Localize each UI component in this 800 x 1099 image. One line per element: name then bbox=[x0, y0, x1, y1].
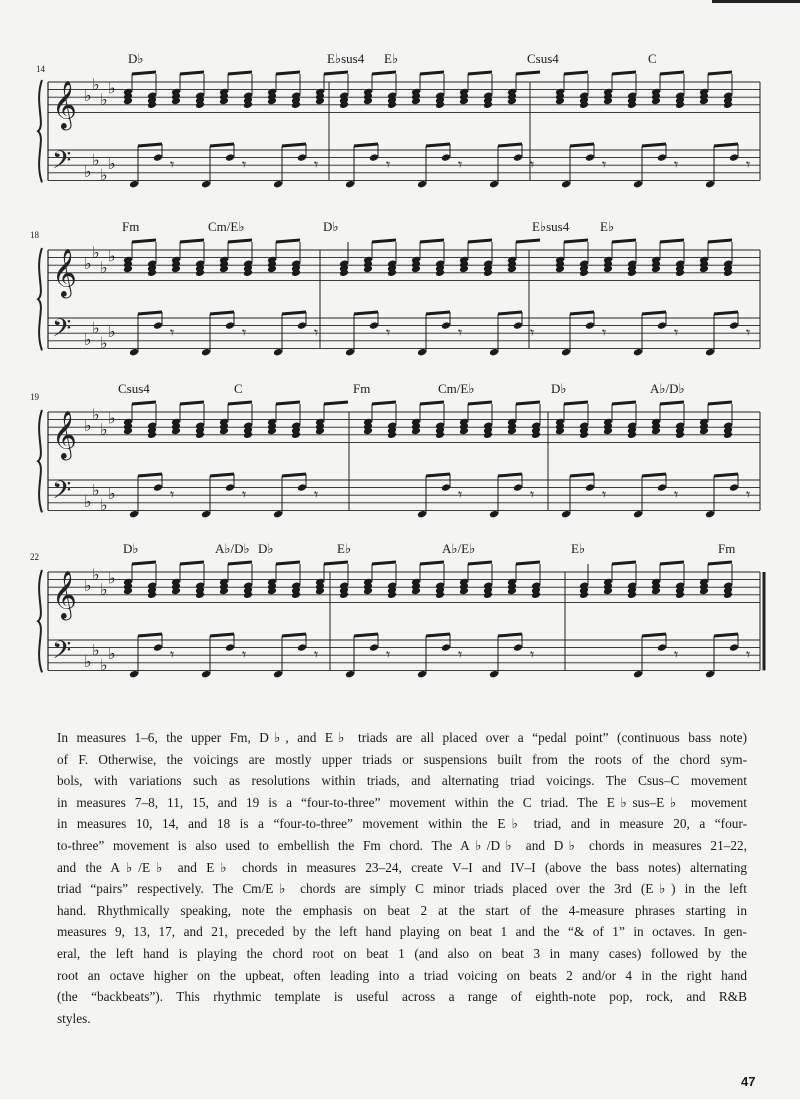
flat-sign: ♭ bbox=[84, 491, 92, 511]
rest: 𝄾 bbox=[242, 154, 247, 174]
brace bbox=[38, 80, 42, 182]
rest: 𝄾 bbox=[314, 644, 319, 664]
beam bbox=[642, 634, 666, 636]
beam bbox=[660, 72, 684, 74]
flat-sign: ♭ bbox=[92, 242, 100, 262]
rest: 𝄾 bbox=[314, 154, 319, 174]
beam bbox=[564, 72, 588, 74]
beam bbox=[354, 312, 378, 314]
beam bbox=[138, 634, 162, 636]
page-top-rule bbox=[712, 0, 800, 3]
brace bbox=[38, 410, 42, 512]
text-line: in measures 7–8, 11, 15, and 19 is a “four-to-three” movement within the C triad. The E♭sus–E♭ movement bbox=[57, 794, 747, 810]
measure-number: 19 bbox=[30, 392, 39, 402]
chord-symbol: E♭ bbox=[571, 541, 586, 556]
beam bbox=[276, 562, 300, 564]
music-system-2 bbox=[0, 218, 800, 368]
beam bbox=[468, 240, 492, 242]
beam bbox=[612, 402, 636, 404]
beam bbox=[498, 144, 522, 146]
bass-clef: 𝄢 bbox=[52, 475, 72, 511]
beam bbox=[642, 474, 666, 476]
flat-sign: ♭ bbox=[100, 90, 108, 109]
beam bbox=[708, 562, 732, 564]
flat-sign: ♭ bbox=[84, 416, 92, 436]
text-line: triad “pairs” respectively. The Cm/E♭ chords are simply C minor triads placed over the 3rd (E♭) in the left bbox=[57, 881, 747, 897]
beam bbox=[420, 240, 444, 242]
beam bbox=[324, 562, 348, 564]
beam bbox=[228, 240, 252, 242]
beam bbox=[180, 402, 204, 404]
beam bbox=[324, 402, 348, 404]
beam bbox=[372, 402, 396, 404]
flat-sign: ♭ bbox=[92, 480, 100, 500]
grand-staff bbox=[0, 50, 800, 200]
flat-sign: ♭ bbox=[84, 254, 92, 274]
bass-clef: 𝄢 bbox=[52, 145, 72, 181]
text-line: eral, the left hand is playing the chord root on beat 1 (and also on beat 3 in many cases) followed by the bbox=[57, 945, 747, 961]
rest: 𝄾 bbox=[746, 484, 751, 504]
beam bbox=[228, 72, 252, 74]
beam bbox=[282, 634, 306, 636]
page-number: 47 bbox=[741, 1074, 756, 1089]
treble-clef: 𝄞 bbox=[52, 569, 77, 619]
beam bbox=[426, 474, 450, 476]
text-line: hand. Rhythmically speaking, note the emphasis on beat 2 at the start of the 4-measure phrases starting in bbox=[57, 902, 747, 918]
beam bbox=[282, 144, 306, 146]
music-system-4 bbox=[0, 540, 800, 700]
beam bbox=[714, 474, 738, 476]
flat-sign: ♭ bbox=[100, 580, 108, 599]
flat-sign: ♭ bbox=[92, 404, 100, 424]
rest: 𝄾 bbox=[602, 484, 607, 504]
beam bbox=[372, 562, 396, 564]
beam bbox=[276, 240, 300, 242]
beam bbox=[276, 402, 300, 404]
music-system-3 bbox=[0, 380, 800, 530]
flat-sign: ♭ bbox=[108, 322, 116, 342]
rest: 𝄾 bbox=[674, 322, 679, 342]
rest: 𝄾 bbox=[458, 644, 463, 664]
treble-clef: 𝄞 bbox=[52, 409, 77, 459]
beam bbox=[714, 312, 738, 314]
flat-sign: ♭ bbox=[92, 318, 100, 338]
explanatory-text bbox=[57, 727, 747, 1029]
beam bbox=[468, 562, 492, 564]
chord-symbol: E♭ bbox=[384, 51, 399, 66]
flat-sign: ♭ bbox=[100, 333, 108, 353]
rest: 𝄾 bbox=[458, 154, 463, 174]
rest: 𝄾 bbox=[170, 484, 175, 504]
beam bbox=[228, 402, 252, 404]
measure-number: 18 bbox=[30, 230, 39, 240]
beam bbox=[426, 144, 450, 146]
beam bbox=[714, 144, 738, 146]
beam bbox=[570, 312, 594, 314]
chord-symbol: A♭/E♭ bbox=[442, 541, 476, 556]
rest: 𝄾 bbox=[386, 154, 391, 174]
bass-clef: 𝄢 bbox=[52, 313, 72, 349]
grand-staff bbox=[0, 380, 800, 530]
chord-symbol: E♭sus4 bbox=[532, 219, 570, 234]
beam bbox=[642, 144, 666, 146]
flat-sign: ♭ bbox=[84, 161, 92, 181]
beam bbox=[420, 72, 444, 74]
chord-symbol: D♭ bbox=[323, 219, 339, 234]
flat-sign: ♭ bbox=[108, 484, 116, 504]
rest: 𝄾 bbox=[530, 322, 535, 342]
beam bbox=[426, 312, 450, 314]
treble-clef: 𝄞 bbox=[52, 247, 77, 297]
beam bbox=[180, 240, 204, 242]
text-line: and the A♭/E♭ and E♭ chords in measures 23–24, create V–I and IV–I (above the bass notes) alternating bbox=[57, 859, 747, 875]
beam bbox=[282, 312, 306, 314]
beam bbox=[516, 72, 540, 74]
chord-symbol: Fm bbox=[122, 219, 140, 234]
measure-number: 22 bbox=[30, 552, 39, 562]
chord-symbol: Cm/E♭ bbox=[438, 381, 475, 396]
beam bbox=[138, 312, 162, 314]
chord-symbol: D♭ bbox=[551, 381, 567, 396]
rest: 𝄾 bbox=[746, 322, 751, 342]
flat-sign: ♭ bbox=[100, 258, 108, 277]
rest: 𝄾 bbox=[530, 154, 535, 174]
beam bbox=[210, 144, 234, 146]
rest: 𝄾 bbox=[746, 154, 751, 174]
beam bbox=[498, 474, 522, 476]
beam bbox=[228, 562, 252, 564]
beam bbox=[138, 474, 162, 476]
text-line: of F. Otherwise, the voicings are mostly upper triads or suspensions built from the roots of the chord sym- bbox=[57, 751, 747, 767]
beam bbox=[612, 240, 636, 242]
beam bbox=[372, 72, 396, 74]
chord-symbol: D♭ bbox=[123, 541, 139, 556]
beam bbox=[372, 240, 396, 242]
bass-clef: 𝄢 bbox=[52, 635, 72, 671]
flat-sign: ♭ bbox=[84, 651, 92, 671]
rest: 𝄾 bbox=[170, 644, 175, 664]
beam bbox=[612, 72, 636, 74]
text-line: (the “backbeats”). This rhythmic template is useful across a range of eighth-note pop, rock, and R&B bbox=[57, 989, 747, 1005]
rest: 𝄾 bbox=[170, 154, 175, 174]
text-line: In measures 1–6, the upper Fm, D♭, and E♭ triads are all placed over a “pedal point” (continuous bass note) bbox=[57, 730, 747, 745]
beam bbox=[132, 240, 156, 242]
flat-sign: ♭ bbox=[84, 329, 92, 349]
rest: 𝄾 bbox=[674, 484, 679, 504]
chord-symbol: D♭ bbox=[128, 51, 144, 66]
beam bbox=[498, 312, 522, 314]
rest: 𝄾 bbox=[674, 644, 679, 664]
flat-sign: ♭ bbox=[100, 495, 108, 515]
beam bbox=[570, 474, 594, 476]
rest: 𝄾 bbox=[530, 644, 535, 664]
rest: 𝄾 bbox=[242, 322, 247, 342]
rest: 𝄾 bbox=[674, 154, 679, 174]
flat-sign: ♭ bbox=[84, 86, 92, 106]
beam bbox=[660, 402, 684, 404]
grand-staff bbox=[0, 218, 800, 368]
flat-sign: ♭ bbox=[92, 74, 100, 94]
beam bbox=[564, 402, 588, 404]
rest: 𝄾 bbox=[602, 154, 607, 174]
measure-number: 14 bbox=[36, 64, 45, 74]
flat-sign: ♭ bbox=[92, 150, 100, 170]
beam bbox=[210, 312, 234, 314]
chord-symbol: A♭/D♭ bbox=[215, 541, 250, 556]
beam bbox=[468, 72, 492, 74]
beam bbox=[210, 634, 234, 636]
beam bbox=[564, 240, 588, 242]
beam bbox=[324, 72, 348, 74]
flat-sign: ♭ bbox=[100, 420, 108, 439]
rest: 𝄾 bbox=[458, 484, 463, 504]
rest: 𝄾 bbox=[602, 322, 607, 342]
beam bbox=[354, 144, 378, 146]
rest: 𝄾 bbox=[314, 322, 319, 342]
beam bbox=[516, 562, 540, 564]
flat-sign: ♭ bbox=[108, 408, 116, 428]
chord-symbol: E♭ bbox=[337, 541, 352, 556]
flat-sign: ♭ bbox=[108, 78, 116, 98]
beam bbox=[132, 562, 156, 564]
beam bbox=[708, 402, 732, 404]
rest: 𝄾 bbox=[746, 644, 751, 664]
beam bbox=[714, 634, 738, 636]
beam bbox=[498, 634, 522, 636]
brace bbox=[38, 570, 42, 672]
beam bbox=[660, 562, 684, 564]
beam bbox=[708, 240, 732, 242]
chord-symbol: Csus4 bbox=[527, 51, 559, 66]
beam bbox=[660, 240, 684, 242]
rest: 𝄾 bbox=[386, 644, 391, 664]
flat-sign: ♭ bbox=[108, 568, 116, 588]
text-line: in measures 10, 14, and 18 is a “four-to-three” movement within the E♭ triad, and in measure 20, a “four- bbox=[57, 816, 747, 832]
chord-symbol: Fm bbox=[353, 381, 371, 396]
text-line: bols, with variations such as resolutions within triads, and alternating triad voicings. The Csus–C movement bbox=[57, 773, 747, 789]
flat-sign: ♭ bbox=[84, 576, 92, 596]
flat-sign: ♭ bbox=[108, 644, 116, 664]
beam bbox=[132, 402, 156, 404]
beam bbox=[354, 634, 378, 636]
chord-symbol: E♭ bbox=[600, 219, 615, 234]
flat-sign: ♭ bbox=[108, 154, 116, 174]
flat-sign: ♭ bbox=[100, 655, 108, 675]
beam bbox=[516, 240, 540, 242]
flat-sign: ♭ bbox=[108, 246, 116, 266]
rest: 𝄾 bbox=[530, 484, 535, 504]
beam bbox=[468, 402, 492, 404]
beam bbox=[426, 634, 450, 636]
grand-staff bbox=[0, 540, 800, 700]
chord-symbol: A♭/D♭ bbox=[650, 381, 685, 396]
music-system-1 bbox=[0, 50, 800, 200]
beam bbox=[642, 312, 666, 314]
rest: 𝄾 bbox=[170, 322, 175, 342]
chord-symbol: Csus4 bbox=[118, 381, 150, 396]
beam bbox=[420, 562, 444, 564]
beam bbox=[180, 562, 204, 564]
beam bbox=[612, 562, 636, 564]
rest: 𝄾 bbox=[386, 322, 391, 342]
beam bbox=[180, 72, 204, 74]
brace bbox=[38, 248, 42, 350]
text-line: measures 9, 13, 17, and 21, preceded by the left hand playing on beat 1 and the “& of 1” in octaves. In gen- bbox=[57, 924, 747, 940]
flat-sign: ♭ bbox=[92, 564, 100, 584]
chord-symbol: E♭sus4 bbox=[327, 51, 365, 66]
beam bbox=[276, 72, 300, 74]
chord-symbol: C bbox=[234, 381, 243, 396]
rest: 𝄾 bbox=[242, 644, 247, 664]
chord-symbol: Fm bbox=[718, 541, 736, 556]
text-line: to-three” movement is also used to embellish the Fm chord. The A♭/D♭ and D♭ chords in measures 21–22, bbox=[57, 837, 747, 853]
beam bbox=[282, 474, 306, 476]
text-line: root an octave higher on the upbeat, often leading into a triad voicing on beats 2 and/or 4 in the right hand bbox=[57, 967, 747, 983]
rest: 𝄾 bbox=[458, 322, 463, 342]
beam bbox=[708, 72, 732, 74]
chord-symbol: C bbox=[648, 51, 657, 66]
beam bbox=[420, 402, 444, 404]
text-line: styles. bbox=[57, 1010, 91, 1026]
rest: 𝄾 bbox=[314, 484, 319, 504]
beam bbox=[516, 402, 540, 404]
beam bbox=[138, 144, 162, 146]
chord-symbol: D♭ bbox=[258, 541, 274, 556]
beam bbox=[210, 474, 234, 476]
treble-clef: 𝄞 bbox=[52, 79, 77, 129]
flat-sign: ♭ bbox=[100, 165, 108, 185]
beam bbox=[570, 144, 594, 146]
chord-symbol: Cm/E♭ bbox=[208, 219, 245, 234]
beam bbox=[132, 72, 156, 74]
rest: 𝄾 bbox=[242, 484, 247, 504]
flat-sign: ♭ bbox=[92, 640, 100, 660]
